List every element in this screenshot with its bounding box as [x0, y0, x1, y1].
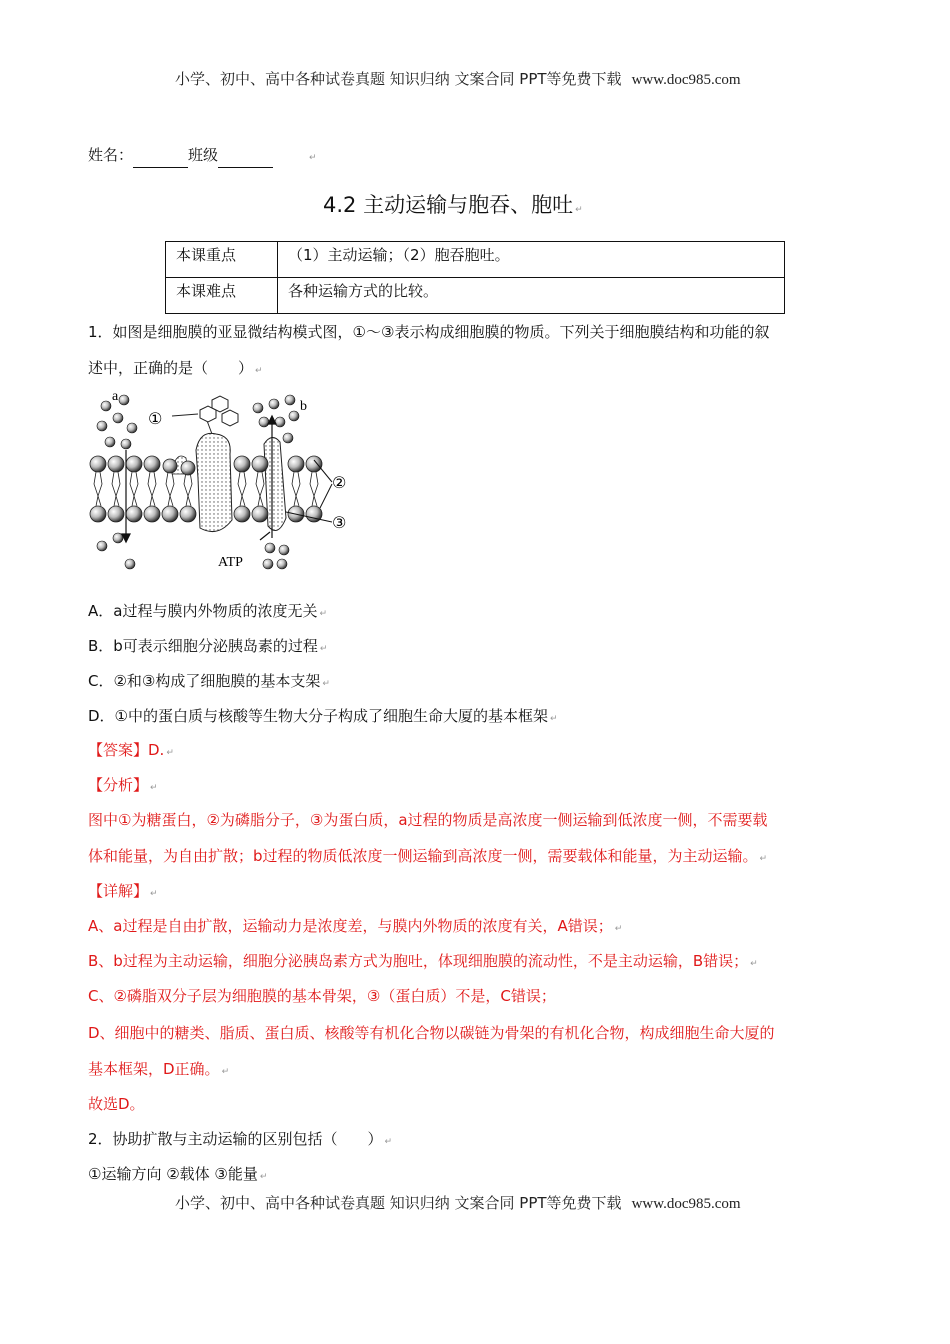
q1-stem-line2-text: 述中，正确的是（ ）: [88, 359, 254, 377]
cell-membrane-diagram: [88, 388, 360, 578]
q1-option-d-text: D．①中的蛋白质与核酸等生物大分子构成了细胞生命大厦的基本框架: [88, 707, 549, 725]
q1-stem-line1: 1．如图是细胞膜的亚显微结构模式图，①～③表示构成细胞膜的物质。下列关于细胞膜结构和功能的叙: [88, 323, 770, 341]
q1-option-c-text: C．②和③构成了细胞膜的基本支架: [88, 672, 321, 690]
q1-detail-line2: B、b过程为主动运输，细胞分泌胰岛素方式为胞吐，体现细胞膜的流动性，不是主动运输，B错误； ↵: [88, 952, 758, 970]
name-blank: [133, 151, 188, 168]
name-label: 姓名：: [88, 146, 134, 164]
key-points-table: [165, 241, 785, 314]
q1-analysis-line1: 图中①为糖蛋白，②为磷脂分子，③为蛋白质，a过程的物质是高浓度一侧运输到低浓度一侧，不需要载: [88, 811, 768, 829]
header-url[interactable]: www.doc985.com: [631, 72, 741, 88]
q1-stem-line2: 述中，正确的是（ ） ↵: [88, 359, 263, 377]
label-atp: ATP: [218, 555, 243, 570]
q1-detail-line2-text: B、b过程为主动运输，细胞分泌胰岛素方式为胞吐，体现细胞膜的流动性，不是主动运输，B错误；: [88, 952, 749, 970]
footer-url[interactable]: www.doc985.com: [631, 1196, 741, 1212]
label-1: ①: [148, 409, 163, 428]
cell-membrane-figure: [88, 388, 360, 578]
q1-analysis-label-text: 【分析】: [88, 776, 149, 794]
q1-detail-label: 【详解】 ↵: [88, 882, 158, 900]
q1-detail-line3: C、②磷脂双分子层为细胞膜的基本骨架，③（蛋白质）不是，C错误；: [88, 987, 556, 1005]
footer-text: 小学、初中、高中各种试卷真题 知识归纳 文案合同 PPT等免费下载: [175, 1194, 622, 1212]
q1-option-b-text: B．b可表示细胞分泌胰岛素的过程: [88, 637, 318, 655]
q2-stem-text: 2．协助扩散与主动运输的区别包括（ ）: [88, 1130, 383, 1148]
particles-a: [97, 395, 137, 569]
glycoprotein-chain: [172, 396, 238, 434]
page-title: 4.2 主动运输与胞吞、胞吐 ↵: [323, 193, 583, 217]
q1-detail-line1-text: A、a过程是自由扩散，运输动力是浓度差，与膜内外物质的浓度有关，A错误；: [88, 917, 613, 935]
q1-option-a-text: A．a过程与膜内外物质的浓度无关: [88, 602, 318, 620]
label-3: ③: [332, 513, 347, 532]
q1-option-a: A．a过程与膜内外物质的浓度无关 ↵: [88, 602, 328, 620]
page-header: [175, 68, 741, 89]
q1-answer-text: 【答案】D.: [88, 741, 165, 759]
header-text: 小学、初中、高中各种试卷真题 知识归纳 文案合同 PPT等免费下载: [175, 70, 622, 88]
q1-detail-label-text: 【详解】: [88, 882, 149, 900]
page-footer: [175, 1192, 741, 1213]
q1-detail-line1: A、a过程是自由扩散，运输动力是浓度差，与膜内外物质的浓度有关，A错误； ↵: [88, 917, 623, 935]
page-title-text: 4.2 主动运输与胞吞、胞吐: [323, 193, 574, 217]
q2-stem: 2．协助扩散与主动运输的区别包括（ ） ↵: [88, 1130, 393, 1148]
q1-option-c: C．②和③构成了细胞膜的基本支架 ↵: [88, 672, 330, 690]
key-point-label: 本课重点: [166, 242, 278, 278]
label-b: b: [300, 399, 307, 414]
q1-analysis-label: 【分析】 ↵: [88, 776, 158, 794]
q1-detail-line5: 基本框架，D正确。 ↵: [88, 1060, 230, 1078]
q1-detail-line6: 故选D。: [88, 1095, 145, 1113]
q2-choices-text: ①运输方向 ②载体 ③能量: [88, 1165, 258, 1183]
q1-detail-line4: D、细胞中的糖类、脂质、蛋白质、核酸等有机化合物以碳链为骨架的有机化合物，构成细胞生命大厦的: [88, 1024, 775, 1042]
class-blank: [218, 151, 273, 168]
membrane-protein: [196, 433, 232, 531]
label-a: a: [112, 389, 119, 404]
name-class-line: 姓名： 班级 ↵: [88, 145, 317, 168]
q1-detail-line5-text: 基本框架，D正确。: [88, 1060, 220, 1078]
q1-analysis-line2: 体和能量，为自由扩散；b过程的物质低浓度一侧运输到高浓度一侧，需要载体和能量，为主动运输。 ↵: [88, 847, 768, 865]
label-2: ②: [332, 473, 347, 492]
table-row: [166, 278, 785, 314]
q2-choices: ①运输方向 ②载体 ③能量 ↵: [88, 1165, 268, 1183]
key-point-value: （1）主动运输；（2）胞吞胞吐。: [278, 242, 785, 278]
q1-analysis-line2-text: 体和能量，为自由扩散；b过程的物质低浓度一侧运输到高浓度一侧，需要载体和能量，为主动运输。: [88, 847, 758, 865]
q1-option-b: B．b可表示细胞分泌胰岛素的过程 ↵: [88, 637, 328, 655]
class-label: 班级: [188, 146, 219, 164]
q1-option-d: D．①中的蛋白质与核酸等生物大分子构成了细胞生命大厦的基本框架 ↵: [88, 707, 558, 725]
table-row: [166, 242, 785, 278]
q1-answer: 【答案】D. ↵: [88, 741, 174, 759]
difficulty-value: 各种运输方式的比较。: [278, 278, 785, 314]
difficulty-label: 本课难点: [166, 278, 278, 314]
